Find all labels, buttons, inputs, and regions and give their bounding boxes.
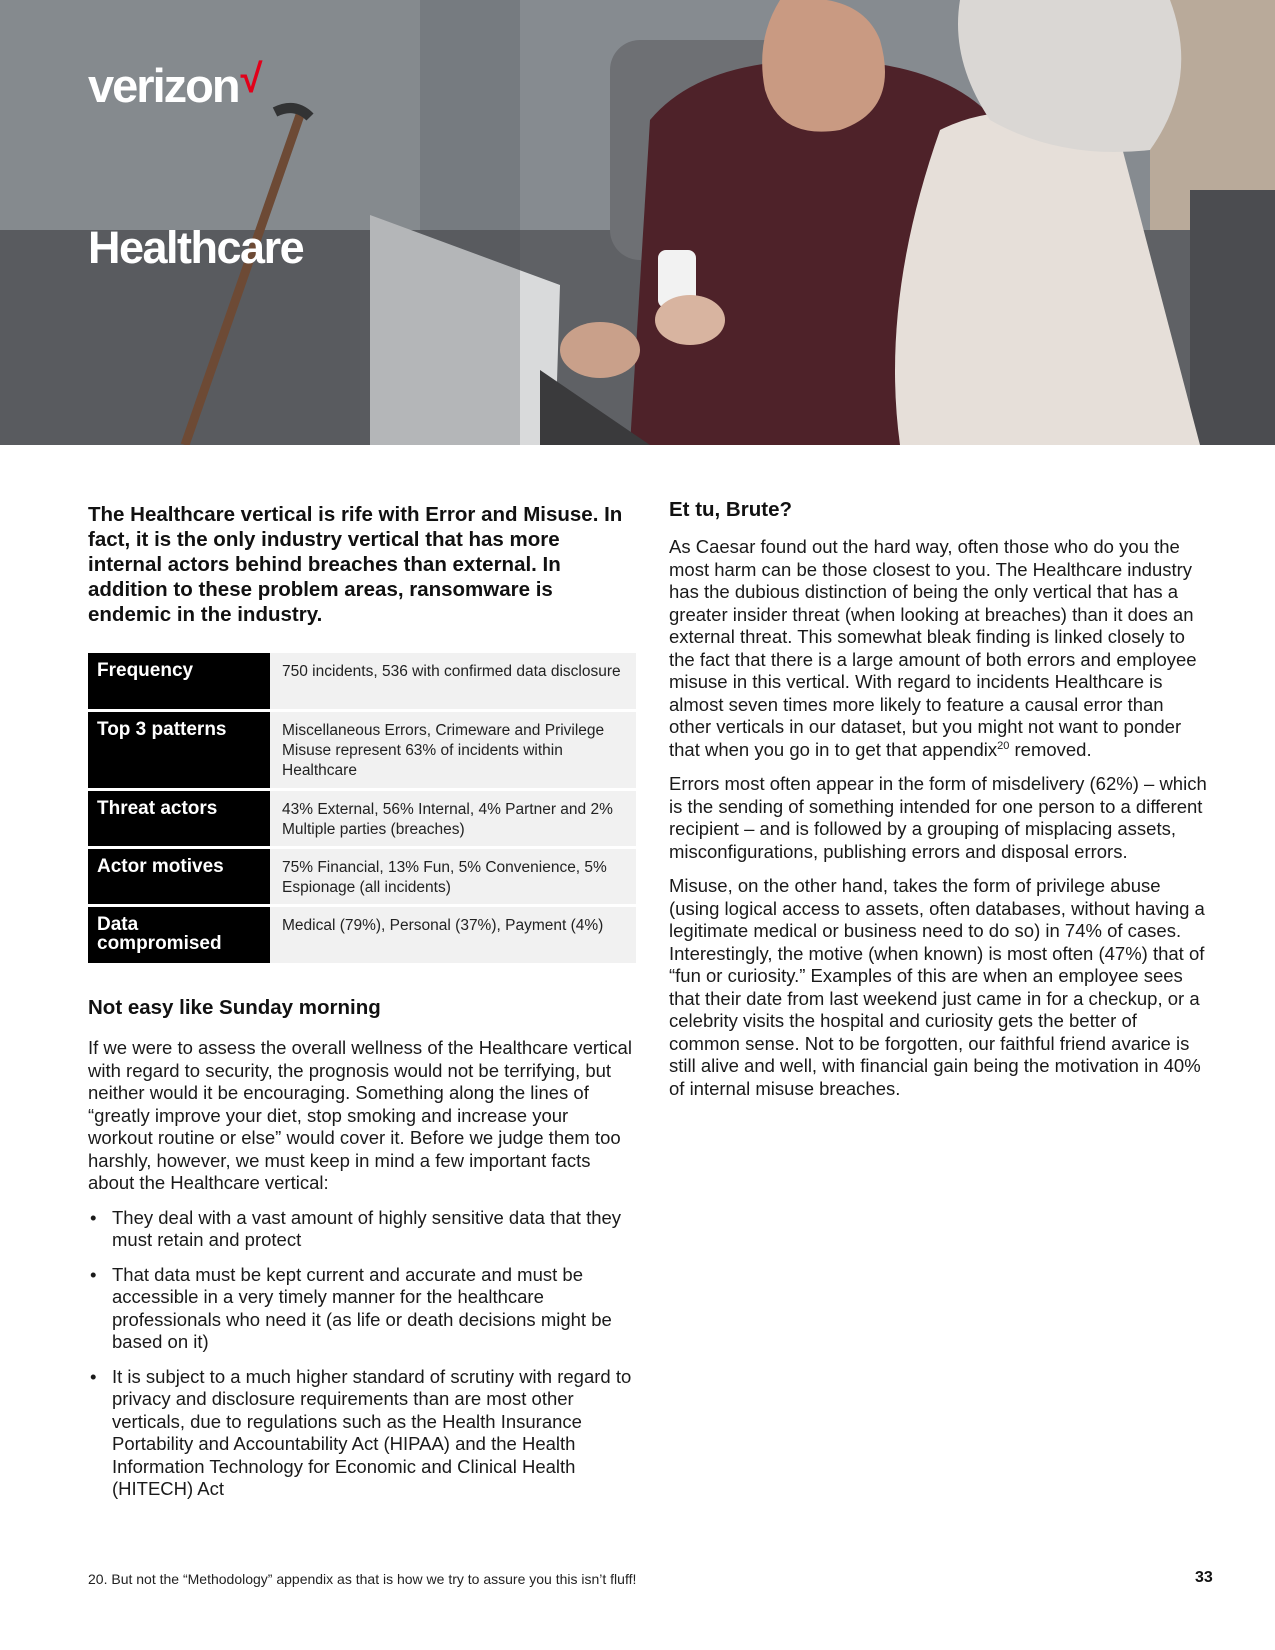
list-item: • They deal with a vast amount of highly sensitive data that they must retain and protect: [88, 1207, 633, 1252]
intro-summary: The Healthcare vertical is rife with Error and Misuse. In fact, it is the only industry vertical that has more internal actors behind breaches than external. In addition to these problem areas, ransomware is endemic in the industry.: [88, 503, 623, 626]
facts-label: Frequency: [88, 653, 270, 709]
right-paragraph-2: Errors most often appear in the form of misdelivery (62%) – which is the sending of something intended for one person to a different recipient – and is followed by a grouping of misplacing assets, misconfigurations, publishing errors and disposal errors.: [669, 773, 1207, 862]
table-row: [88, 653, 636, 709]
page-title: Healthcare: [88, 222, 304, 273]
table-row: [88, 791, 636, 846]
left-section-heading: Not easy like Sunday morning: [88, 996, 381, 1019]
facts-label: Threat actors: [88, 791, 270, 846]
list-item: • That data must be kept current and accurate and must be accessible in a very timely manner for the healthcare professionals who need it (as life or death decisions might be based on it): [88, 1264, 633, 1354]
table-row: [88, 849, 636, 904]
footnote-ref[interactable]: 20: [997, 739, 1010, 752]
table-row: [88, 712, 636, 788]
logo-check-icon: √: [240, 57, 261, 101]
table-row: [88, 907, 636, 963]
facts-value: Medical (79%), Personal (37%), Payment (4%): [270, 907, 636, 963]
right-paragraph-1: [669, 536, 1209, 761]
facts-value: 75% Financial, 13% Fun, 5% Convenience, 5% Espionage (all incidents): [270, 849, 636, 904]
right-paragraph-1-text: As Caesar found out the hard way, often those who do you the most harm can be those closest to you. The Healthcare industry has the dubious distinction of being the only vertical that has a greater insider threat (when looking at breaches) than it does an external threat. This somewhat bleak finding is linked closely to the fact that there is a large amount of both errors and employee misuse in this vertical. With regard to incidents Healthcare is almost seven times more likely to feature a causal error than other verticals in our dataset, but you might not want to ponder that when you go in to get that appendix: [669, 536, 1197, 760]
left-section: [88, 996, 633, 1513]
bullet-list: [88, 1207, 633, 1501]
left-section-paragraph: If we were to assess the overall wellness of the Healthcare vertical with regard to security, the prognosis would not be terrifying, but neither would it be encouraging. Something along the lines of “greatly improve your diet, stop smoking and increase your workout routine or else” would cover it. Before we judge them too harshly, however, we must keep in mind a few important facts about the Healthcare vertical:: [88, 1037, 632, 1193]
facts-label: Actor motives: [88, 849, 270, 904]
right-paragraph-1-tail: removed.: [1009, 738, 1092, 760]
hero-banner: [0, 0, 1275, 445]
logo-text: verizon: [88, 59, 239, 112]
facts-value: Miscellaneous Errors, Crimeware and Privilege Misuse represent 63% of incidents within Healthcare: [270, 712, 636, 788]
facts-value: 750 incidents, 536 with confirmed data disclosure: [270, 653, 636, 709]
facts-value: 43% External, 56% Internal, 4% Partner and 2% Multiple parties (breaches): [270, 791, 636, 846]
list-item: • It is subject to a much higher standard of scrutiny with regard to privacy and disclosure requirements than are most other verticals, due to regulations such as the Health Insurance Portability and Accountability Act (HIPAA) and the Health Information Technology for Economic and Clinical Health (HITECH) Act: [88, 1366, 633, 1501]
facts-label: Top 3 patterns: [88, 712, 270, 788]
facts-label: Data compromised: [88, 907, 270, 963]
facts-table: [88, 650, 636, 966]
page-number: 33: [1195, 1569, 1213, 1586]
right-section-heading: Et tu, Brute?: [669, 498, 792, 521]
footnote: 20. But not the “Methodology” appendix as that is how we try to assure you this isn’t fluff!: [88, 1571, 637, 1587]
verizon-logo[interactable]: [88, 58, 261, 113]
right-section: [669, 498, 1209, 1100]
right-paragraph-3: Misuse, on the other hand, takes the form of privilege abuse (using logical access to assets, often databases, without having a legitimate medical or business need to do so) in 74% of cases. Interestingly, the motive (when known) is most often (47%) that of “fun or curiosity.” Examples of this are when an employee sees that their date from last weekend just came in for a checkup, or a celebrity visits the hospital and curiosity gets the better of common sense. Not to be forgotten, our faithful friend avarice is still alive and well, with financial gain being the motivation in 40% of internal misuse breaches.: [669, 875, 1205, 1099]
